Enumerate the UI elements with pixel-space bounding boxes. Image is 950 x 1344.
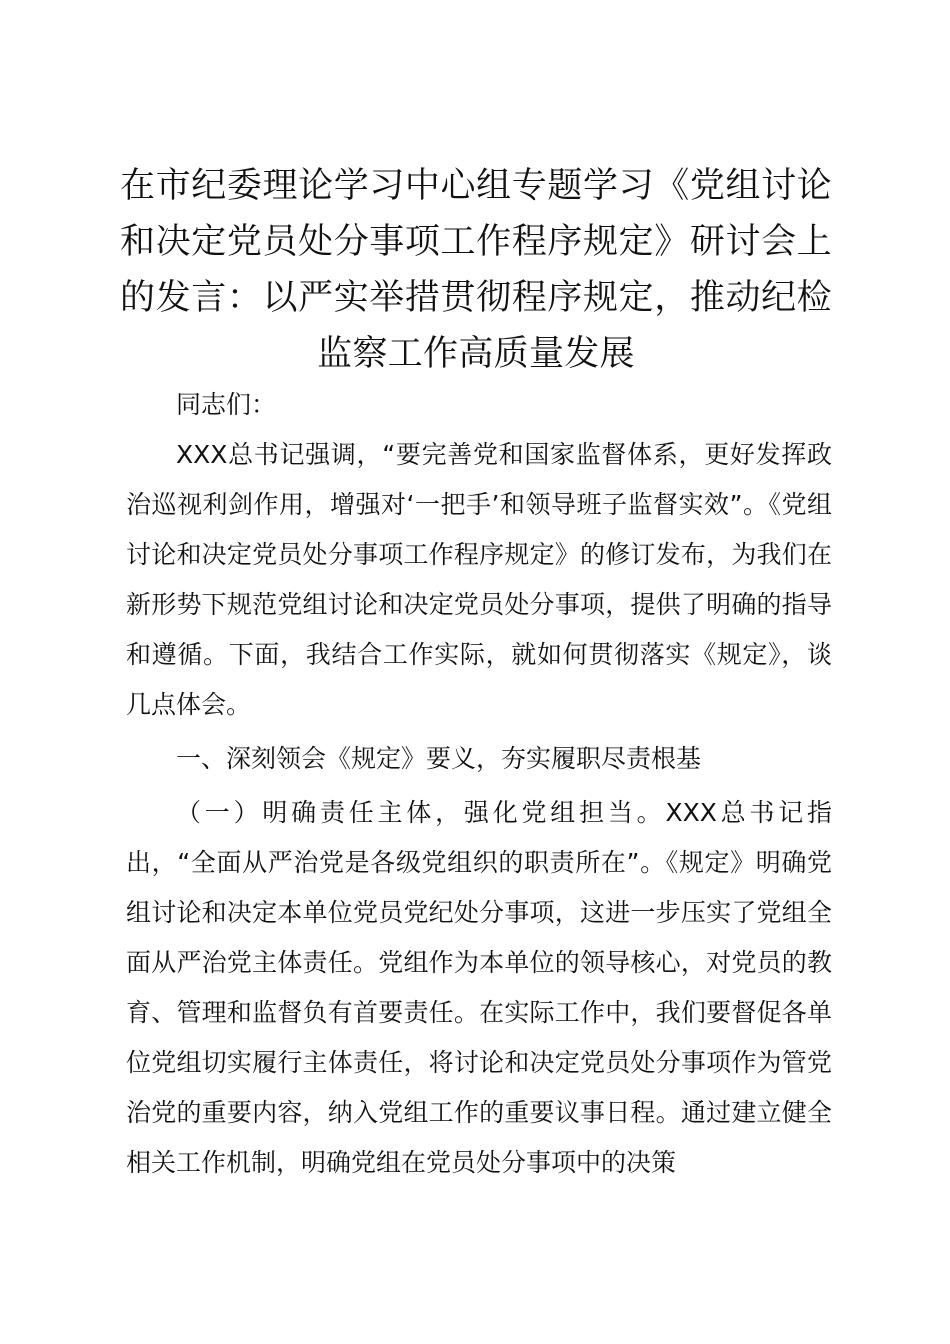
document-title: 在市纪委理论学习中心组专题学习《党组讨论和决定党员处分事项工作程序规定》研讨会上的发言：以严实举措贯彻程序规定，推动纪检监察工作高质量发展	[120, 166, 832, 374]
section-heading: 一、深刻领会《规定》要义，夯实履职尽责根基	[176, 744, 702, 773]
section-paragraph: （一）明确责任主体，强化党组担当。XXX总书记指出，“全面从严治党是各级党组织的职责所在”。《规定》明确党组讨论和决定本单位党员党纪处分事项，这进一步压实了党组全面从严治党主体责任。党组作为本单位的领导核心，对党员的教育、管理和监督负有首要责任。在实际工作中，我们要督促各单位党组切实履行主体责任，将讨论和决定党员处分事项作为管党治党的重要内容，纳入党组工作的重要议事日程。通过建立健全相关工作机制，明确党组在党员处分事项中的决策	[126, 798, 832, 1177]
document-body	[126, 380, 832, 1188]
intro-paragraph: XXX总书记强调，“要完善党和国家监督体系，更好发挥政治巡视利剑作用，增强对‘一把手’和领导班子监督实效”。《党组讨论和决定党员处分事项工作程序规定》的修订发布，为我们在新形势下规范党组讨论和决定党员处分事项，提供了明确的指导和遵循。下面，我结合工作实际，就如何贯彻落实《规定》，谈几点体会。	[126, 440, 832, 719]
salutation: 同志们：	[176, 390, 277, 419]
